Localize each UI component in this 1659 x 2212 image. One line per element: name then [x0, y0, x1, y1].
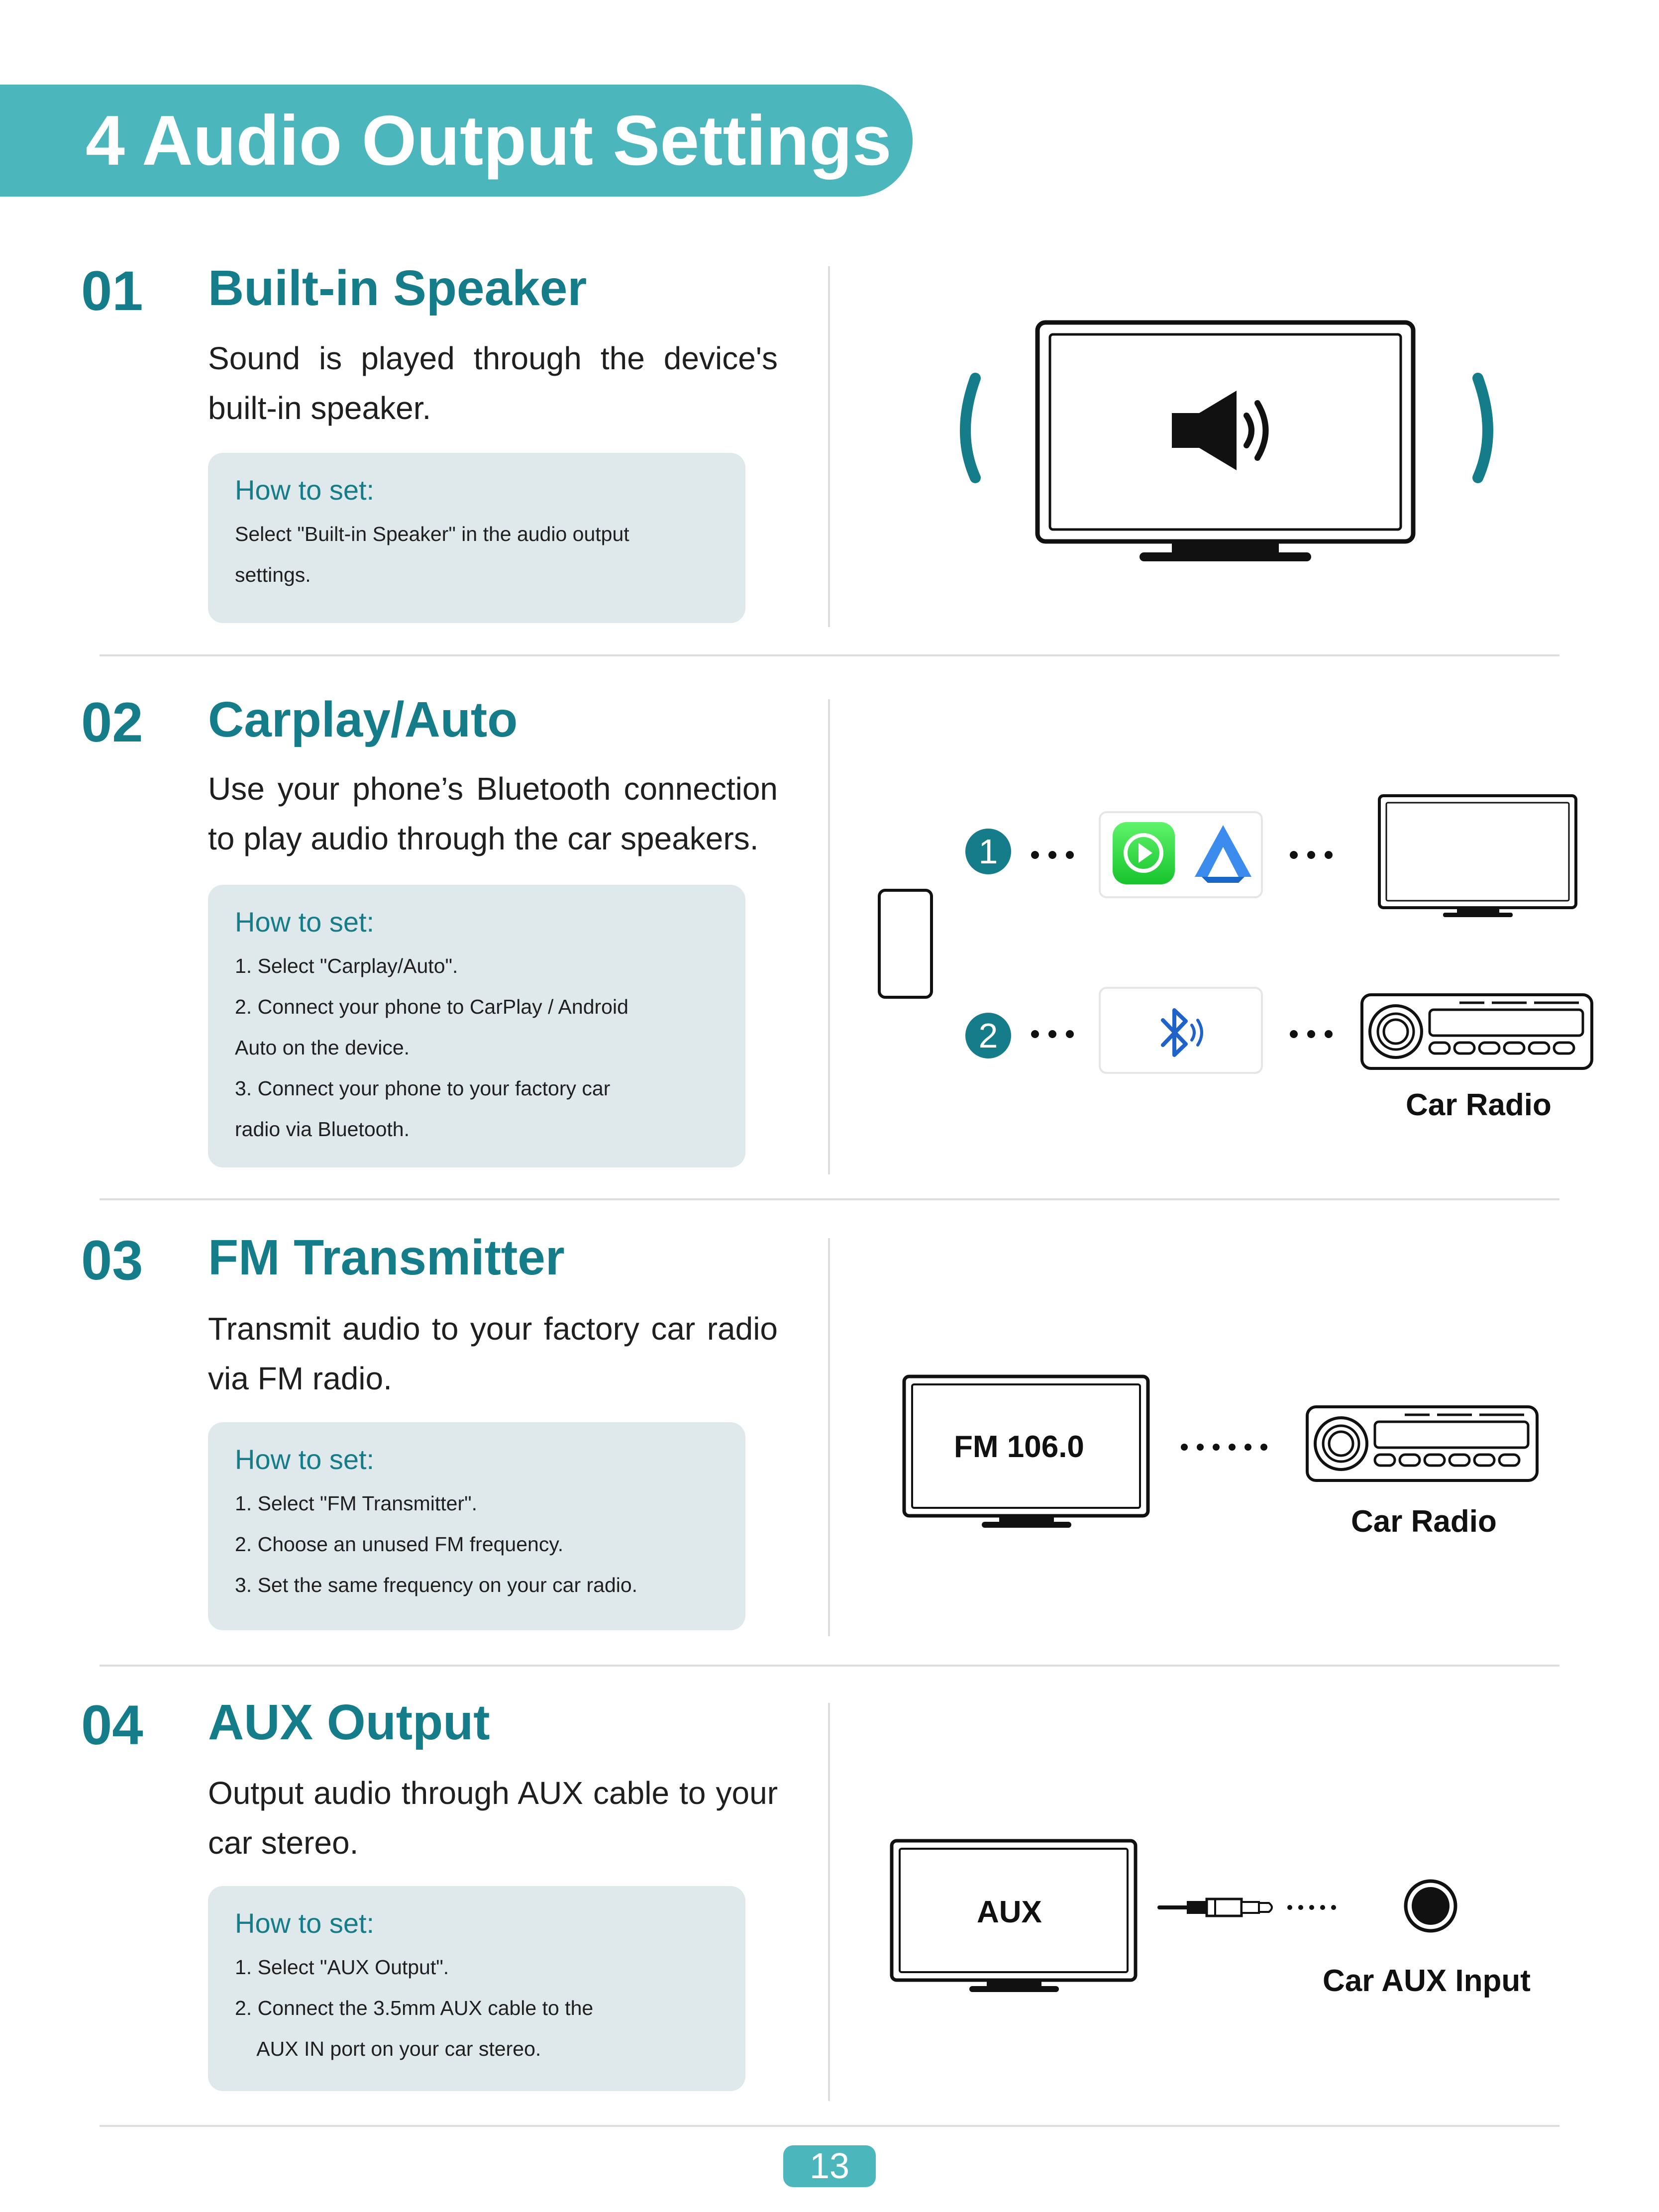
car-radio-icon [1305, 1405, 1539, 1484]
step-badge-2: 2 [965, 1013, 1011, 1058]
page-number: 13 [783, 2145, 876, 2187]
divider-vertical [828, 266, 830, 627]
howto-title: How to set: [235, 474, 375, 506]
howto-step: Select "Built-in Speaker" in the audio output [235, 523, 629, 545]
howto-title: How to set: [235, 1444, 375, 1475]
step-badge-1: 1 [965, 829, 1011, 874]
car-radio-icon [1360, 993, 1594, 1072]
fm-frequency-text: FM 106.0 [954, 1430, 1084, 1464]
divider-horizontal [100, 654, 1559, 656]
section-title: FM Transmitter [208, 1230, 565, 1285]
section-title: Carplay/Auto [208, 692, 518, 747]
howto-title: How to set: [235, 1907, 375, 1939]
section-number: 01 [81, 260, 143, 322]
section-description: Transmit audio to your factory car radio via FM radio. [208, 1311, 778, 1396]
howto-step: 3. Set the same frequency on your car radio. [235, 1574, 638, 1596]
howto-box [208, 885, 745, 1167]
howto-step: 1. Select "FM Transmitter". [235, 1492, 478, 1515]
android-auto-icon [1191, 821, 1255, 886]
howto-box [208, 1886, 745, 2091]
divider-horizontal [100, 1198, 1559, 1200]
howto-step: settings. [235, 563, 311, 586]
divider-horizontal [100, 1665, 1559, 1667]
section-description: Output audio through AUX cable to your car stereo. [208, 1775, 778, 1861]
section-description: Sound is played through the device's built-in speaker. [208, 340, 778, 426]
carplay-icon [1113, 822, 1175, 884]
phone-icon [877, 888, 934, 1000]
section-number: 02 [81, 691, 143, 753]
howto-step: Auto on the device. [235, 1036, 410, 1059]
section-number: 04 [81, 1694, 143, 1756]
divider-horizontal [100, 2125, 1559, 2127]
car-radio-label: Car Radio [1406, 1088, 1552, 1122]
section-description: Use your phone’s Bluetooth connection to play audio through the car speakers. [208, 771, 778, 856]
divider-vertical [828, 1238, 830, 1636]
howto-step: radio via Bluetooth. [235, 1118, 410, 1141]
divider-vertical [828, 699, 830, 1174]
monitor-icon [1377, 794, 1579, 923]
bluetooth-icon [1157, 1005, 1207, 1060]
speaker-icon [1172, 388, 1281, 473]
howto-box [208, 1422, 745, 1630]
howto-step: 1. Select "Carplay/Auto". [235, 954, 458, 977]
divider-vertical [828, 1703, 830, 2101]
connection-dots [1179, 1442, 1279, 1452]
howto-step: 2. Connect the 3.5mm AUX cable to the [235, 1997, 594, 2019]
aux-plug-icon [1159, 1895, 1344, 1920]
howto-step: 3. Connect your phone to your factory car [235, 1077, 611, 1100]
howto-step: 2. Connect your phone to CarPlay / Android [235, 995, 628, 1018]
section-title: Built-in Speaker [208, 260, 587, 316]
howto-box [208, 453, 745, 623]
howto-title: How to set: [235, 906, 375, 938]
section-number: 03 [81, 1229, 143, 1291]
car-radio-label: Car Radio [1351, 1504, 1497, 1539]
howto-step: 1. Select "AUX Output". [235, 1956, 449, 1979]
page-title: 4 Audio Output Settings [86, 101, 892, 180]
howto-step: 2. Choose an unused FM frequency. [235, 1533, 564, 1556]
section-title: AUX Output [208, 1694, 490, 1750]
howto-step: AUX IN port on your car stereo. [235, 2037, 541, 2060]
aux-screen-text: AUX [977, 1895, 1042, 1929]
car-aux-input-label: Car AUX Input [1323, 1964, 1531, 1998]
aux-jack-icon [1403, 1879, 1458, 1933]
